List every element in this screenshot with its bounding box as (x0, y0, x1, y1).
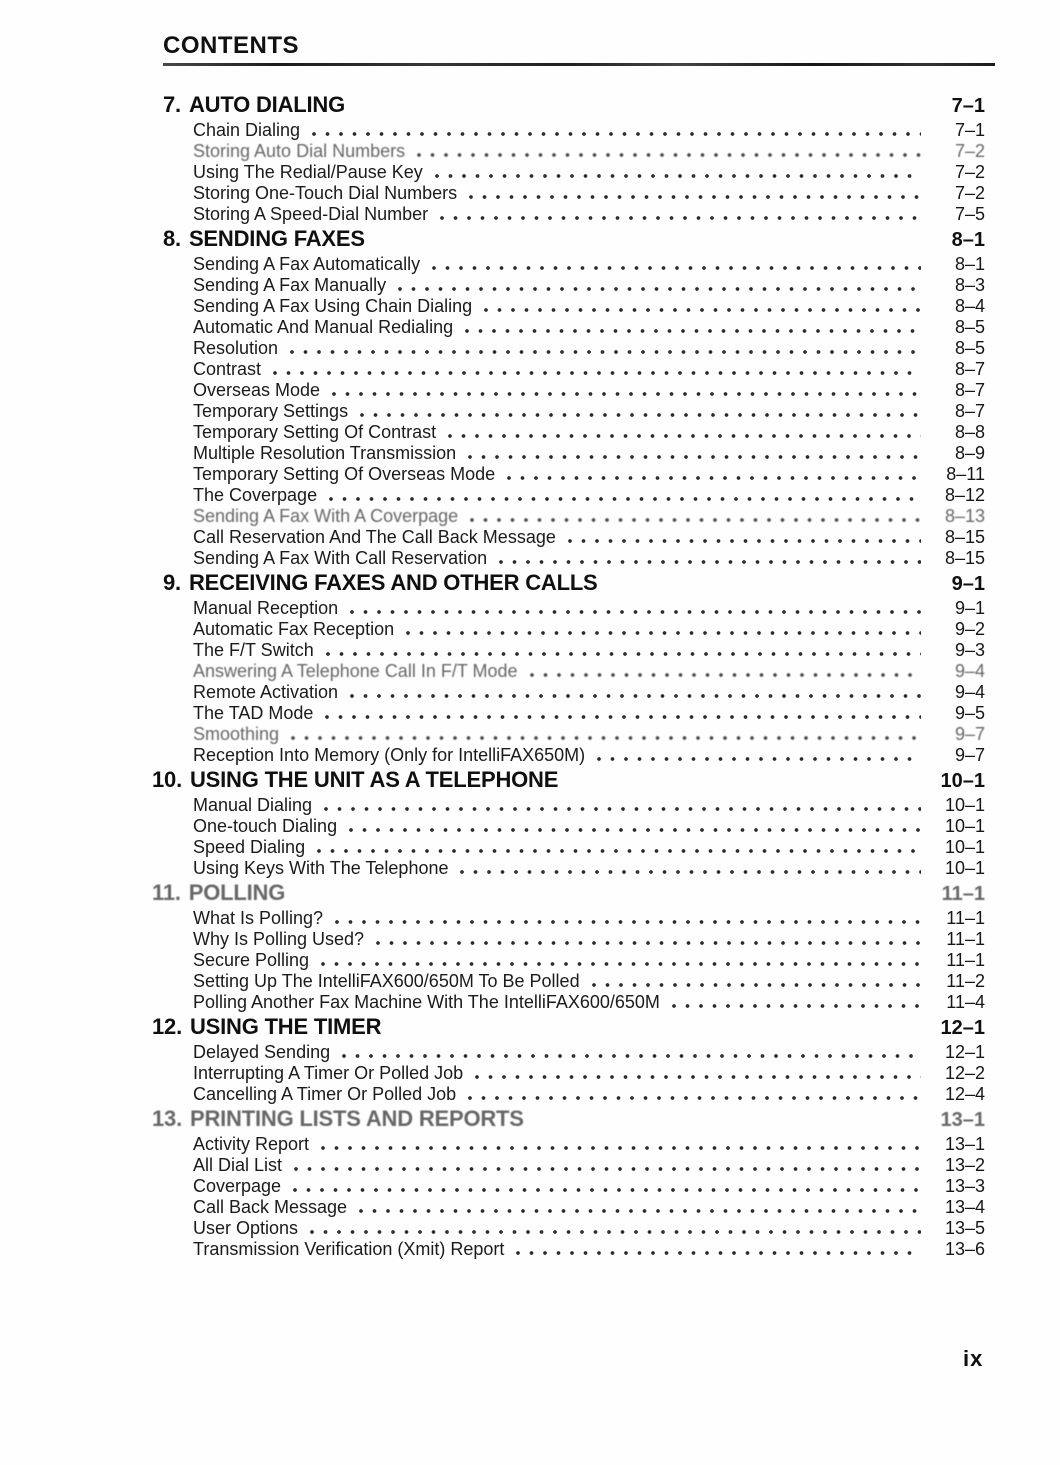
entry-title: The Coverpage (193, 485, 318, 505)
section-title: PRINTING LISTS AND REPORTS (189, 1106, 524, 1131)
dot-leader (592, 983, 921, 987)
dot-leader (376, 941, 921, 945)
toc-entry (163, 204, 985, 225)
toc-entry (163, 296, 985, 317)
dot-leader (406, 631, 921, 635)
dot-leader (342, 1054, 921, 1058)
entry-page-number: 8–5 (954, 317, 985, 337)
folio-page-number: ix (963, 1346, 984, 1371)
entry-page-number: 7–5 (954, 204, 985, 224)
entry-page-number: 9–1 (954, 598, 985, 618)
dot-leader (335, 920, 921, 924)
section-heading (152, 879, 985, 908)
entry-title: Sending A Fax With A Coverpage (193, 506, 459, 526)
toc-entry (163, 141, 985, 162)
entry-title: Transmission Verification (Xmit) Report (193, 1239, 505, 1259)
section-title-group (163, 91, 345, 119)
entry-page-number: 8–11 (946, 464, 985, 484)
toc-entry (163, 1155, 985, 1176)
section-title: USING THE TIMER (189, 1014, 382, 1039)
dot-leader (294, 1167, 921, 1171)
entry-page-number: 10–1 (944, 858, 985, 878)
dot-leader (484, 308, 921, 312)
dot-leader (329, 497, 921, 501)
toc-entry (163, 908, 985, 929)
section-page-number: 11–1 (941, 883, 985, 905)
dot-leader (672, 1004, 921, 1008)
entry-page-number: 11–1 (946, 908, 985, 928)
entry-title: Storing Auto Dial Numbers (193, 141, 406, 161)
section-title-group (152, 1105, 524, 1133)
entry-page-number: 10–1 (944, 795, 985, 815)
entry-title: Automatic And Manual Redialing (193, 317, 454, 337)
entry-title: Smoothing (193, 724, 280, 744)
entry-title: Polling Another Fax Machine With The IntelliFAX600/650M (193, 992, 660, 1012)
entry-page-number: 7–2 (954, 162, 985, 182)
entry-title: All Dial List (193, 1155, 283, 1175)
entry-title: One-touch Dialing (193, 816, 338, 836)
toc-entry (163, 745, 985, 766)
header-rule (163, 63, 995, 66)
section-number: 7. (163, 92, 181, 117)
toc-entry (163, 1218, 985, 1239)
section-page-number: 12–1 (940, 1017, 985, 1039)
toc-entry (163, 795, 985, 816)
dot-leader (435, 174, 921, 178)
entry-page-number: 13–3 (944, 1176, 985, 1196)
section-heading (163, 569, 985, 598)
dot-leader (460, 870, 921, 874)
toc-entry (163, 401, 985, 422)
entry-page-number: 9–4 (954, 682, 985, 702)
entry-page-number: 9–7 (954, 724, 985, 744)
section-title: AUTO DIALING (188, 92, 346, 117)
entry-title: Automatic Fax Reception (193, 619, 395, 639)
entry-page-number: 8–7 (954, 359, 985, 379)
toc-entry (163, 1134, 985, 1155)
entry-title: Temporary Setting Of Contrast (193, 422, 437, 442)
toc-entry (163, 703, 985, 724)
dot-leader (321, 1146, 921, 1150)
dot-leader (516, 1251, 921, 1255)
entry-title: Manual Dialing (193, 795, 313, 815)
dot-leader (293, 1188, 921, 1192)
dot-leader (475, 1075, 921, 1079)
dot-leader (470, 518, 921, 522)
toc-entry (163, 120, 985, 141)
section-title: POLLING (188, 880, 286, 905)
dot-leader (273, 371, 921, 375)
toc-entry (163, 527, 985, 548)
entry-page-number: 9–3 (954, 640, 985, 660)
section-title-group (152, 766, 558, 794)
toc-entry (163, 464, 985, 485)
dot-leader (312, 132, 921, 136)
dot-leader (324, 807, 921, 811)
entry-page-number: 12–2 (944, 1063, 985, 1083)
toc-entry (163, 724, 985, 745)
entry-page-number: 7–2 (954, 141, 985, 161)
dot-leader (332, 392, 921, 396)
entry-page-number: 11–4 (946, 992, 985, 1012)
entry-page-number: 12–1 (944, 1042, 985, 1062)
toc-entry (163, 619, 985, 640)
toc-entry (163, 661, 985, 682)
section-title: RECEIVING FAXES AND OTHER CALLS (188, 570, 598, 595)
dot-leader (291, 736, 921, 740)
section-heading (152, 766, 985, 795)
section-number: 9. (163, 570, 181, 595)
section-page-number: 7–1 (951, 95, 985, 117)
toc-entry (163, 682, 985, 703)
entry-page-number: 9–4 (954, 661, 985, 681)
entry-page-number: 9–2 (954, 619, 985, 639)
section-title-group (152, 1013, 381, 1041)
entry-page-number: 8–13 (944, 506, 985, 526)
toc-entry (163, 485, 985, 506)
entry-title: Delayed Sending (193, 1042, 331, 1062)
toc-entry (163, 992, 985, 1013)
dot-leader (350, 610, 921, 614)
dot-leader (325, 715, 921, 719)
dot-leader (290, 350, 921, 354)
entry-title: Sending A Fax Automatically (193, 254, 421, 274)
dot-leader (350, 694, 921, 698)
section-title: SENDING FAXES (188, 226, 365, 251)
dot-leader (448, 434, 921, 438)
section-number: 12. (152, 1014, 182, 1039)
entry-page-number: 8–3 (954, 275, 985, 295)
entry-title: Setting Up The IntelliFAX600/650M To Be Polled (193, 971, 580, 991)
toc-entry (163, 1239, 985, 1260)
section-title-group (152, 879, 285, 907)
entry-title: Multiple Resolution Transmission (193, 443, 457, 463)
entry-page-number: 8–7 (954, 401, 985, 421)
entry-title: Cancelling A Timer Or Polled Job (193, 1084, 457, 1104)
section-page-number: 13–1 (940, 1109, 985, 1131)
toc-entry (163, 275, 985, 296)
dot-leader (530, 673, 921, 677)
dot-leader (417, 153, 921, 157)
toc-entry (163, 338, 985, 359)
section-number: 11. (152, 880, 181, 905)
entry-title: Manual Reception (193, 598, 339, 618)
entry-page-number: 13–1 (944, 1134, 985, 1154)
dot-leader (465, 329, 921, 333)
toc-entry (163, 598, 985, 619)
section-heading (152, 1013, 985, 1042)
section-title-group (163, 225, 365, 253)
dot-leader (499, 560, 921, 564)
toc-entry (163, 1197, 985, 1218)
dot-leader (360, 413, 921, 417)
toc-entry (163, 380, 985, 401)
toc-entry (163, 816, 985, 837)
toc (152, 91, 985, 1260)
toc-entry (163, 929, 985, 950)
section-title: USING THE UNIT AS A TELEPHONE (189, 767, 559, 792)
dot-leader (507, 476, 921, 480)
toc-entry (163, 640, 985, 661)
entry-page-number: 8–15 (944, 527, 985, 547)
entry-title: Contrast (193, 359, 262, 379)
entry-title: Activity Report (193, 1134, 310, 1154)
toc-entry (163, 506, 985, 527)
entry-page-number: 8–1 (954, 254, 985, 274)
toc-entry (163, 1042, 985, 1063)
dot-leader (317, 849, 921, 853)
entry-title: Speed Dialing (193, 837, 306, 857)
dot-leader (468, 1096, 921, 1100)
toc-entry (163, 359, 985, 380)
entry-page-number: 13–4 (944, 1197, 985, 1217)
dot-leader (359, 1209, 921, 1213)
entry-page-number: 10–1 (944, 837, 985, 857)
entry-page-number: 7–2 (954, 183, 985, 203)
entry-page-number: 13–5 (944, 1218, 985, 1238)
entry-title: Temporary Settings (193, 401, 349, 421)
contents-title: CONTENTS (163, 32, 299, 59)
entry-title: Call Back Message (193, 1197, 348, 1217)
entry-title: The F/T Switch (193, 640, 314, 660)
entry-title: Using Keys With The Telephone (193, 858, 449, 878)
page-content (152, 32, 985, 1260)
entry-page-number: 8–5 (954, 338, 985, 358)
toc-entry (163, 183, 985, 204)
entry-page-number: 7–1 (954, 120, 985, 140)
entry-title: Remote Activation (193, 682, 339, 702)
entry-title: What Is Polling? (193, 908, 324, 928)
entry-title: Resolution (193, 338, 279, 358)
section-title-group (163, 569, 598, 597)
toc-entry (163, 950, 985, 971)
entry-title: Reception Into Memory (Only for IntelliFAX650M) (193, 745, 586, 765)
entry-page-number: 8–7 (954, 380, 985, 400)
entry-page-number: 11–2 (946, 971, 985, 991)
entry-title: Temporary Setting Of Overseas Mode (193, 464, 496, 484)
toc-entry (163, 443, 985, 464)
dot-leader (310, 1230, 921, 1234)
dot-leader (326, 652, 921, 656)
entry-page-number: 13–6 (944, 1239, 985, 1259)
entry-page-number: 11–1 (946, 950, 985, 970)
dot-leader (440, 216, 921, 220)
section-heading (152, 1105, 985, 1134)
entry-page-number: 11–1 (946, 929, 985, 949)
section-page-number: 8–1 (951, 229, 985, 251)
entry-title: Storing A Speed-Dial Number (193, 204, 429, 224)
dot-leader (568, 539, 921, 543)
entry-title: Why Is Polling Used? (193, 929, 365, 949)
toc-entry (163, 971, 985, 992)
contents-heading (163, 33, 985, 59)
entry-page-number: 8–12 (944, 485, 985, 505)
entry-title: User Options (193, 1218, 299, 1238)
dot-leader (432, 266, 921, 270)
section-page-number: 10–1 (940, 770, 985, 792)
dot-leader (597, 757, 921, 761)
entry-title: Answering A Telephone Call In F/T Mode (193, 661, 518, 681)
entry-title: Sending A Fax With Call Reservation (193, 548, 488, 568)
toc-entry (163, 1084, 985, 1105)
entry-title: Using The Redial/Pause Key (193, 162, 423, 182)
toc-entry (163, 1176, 985, 1197)
dot-leader (398, 287, 921, 291)
dot-leader (469, 195, 921, 199)
toc-entry (163, 254, 985, 275)
entry-title: Storing One-Touch Dial Numbers (193, 183, 458, 203)
section-heading (163, 225, 985, 254)
entry-title: Coverpage (193, 1176, 282, 1196)
entry-title: Overseas Mode (193, 380, 321, 400)
entry-page-number: 9–7 (954, 745, 985, 765)
entry-page-number: 10–1 (944, 816, 985, 836)
section-page-number: 9–1 (951, 573, 985, 595)
toc-entry (163, 837, 985, 858)
entry-title: Chain Dialing (193, 120, 301, 140)
section-number: 8. (163, 226, 181, 251)
toc-entry (163, 548, 985, 569)
entry-title: Secure Polling (193, 950, 310, 970)
section-heading (163, 91, 985, 120)
entry-page-number: 8–9 (954, 443, 985, 463)
entry-title: Sending A Fax Using Chain Dialing (193, 296, 473, 316)
toc-entry (163, 162, 985, 183)
toc-entry (163, 317, 985, 338)
toc-entry (163, 858, 985, 879)
entry-page-number: 8–15 (944, 548, 985, 568)
section-number: 10. (152, 767, 182, 792)
entry-page-number: 12–4 (944, 1084, 985, 1104)
toc-entry (163, 422, 985, 443)
entry-page-number: 9–5 (954, 703, 985, 723)
entry-title: Interrupting A Timer Or Polled Job (193, 1063, 464, 1083)
dot-leader (349, 828, 921, 832)
entry-page-number: 8–8 (954, 422, 985, 442)
section-number: 13. (152, 1106, 182, 1131)
toc-entry (163, 1063, 985, 1084)
entry-title: Call Reservation And The Call Back Message (193, 527, 556, 547)
entry-title: The TAD Mode (193, 703, 314, 723)
entry-page-number: 8–4 (954, 296, 985, 316)
entry-page-number: 13–2 (944, 1155, 985, 1175)
dot-leader (321, 962, 921, 966)
dot-leader (468, 455, 921, 459)
entry-title: Sending A Fax Manually (193, 275, 387, 295)
